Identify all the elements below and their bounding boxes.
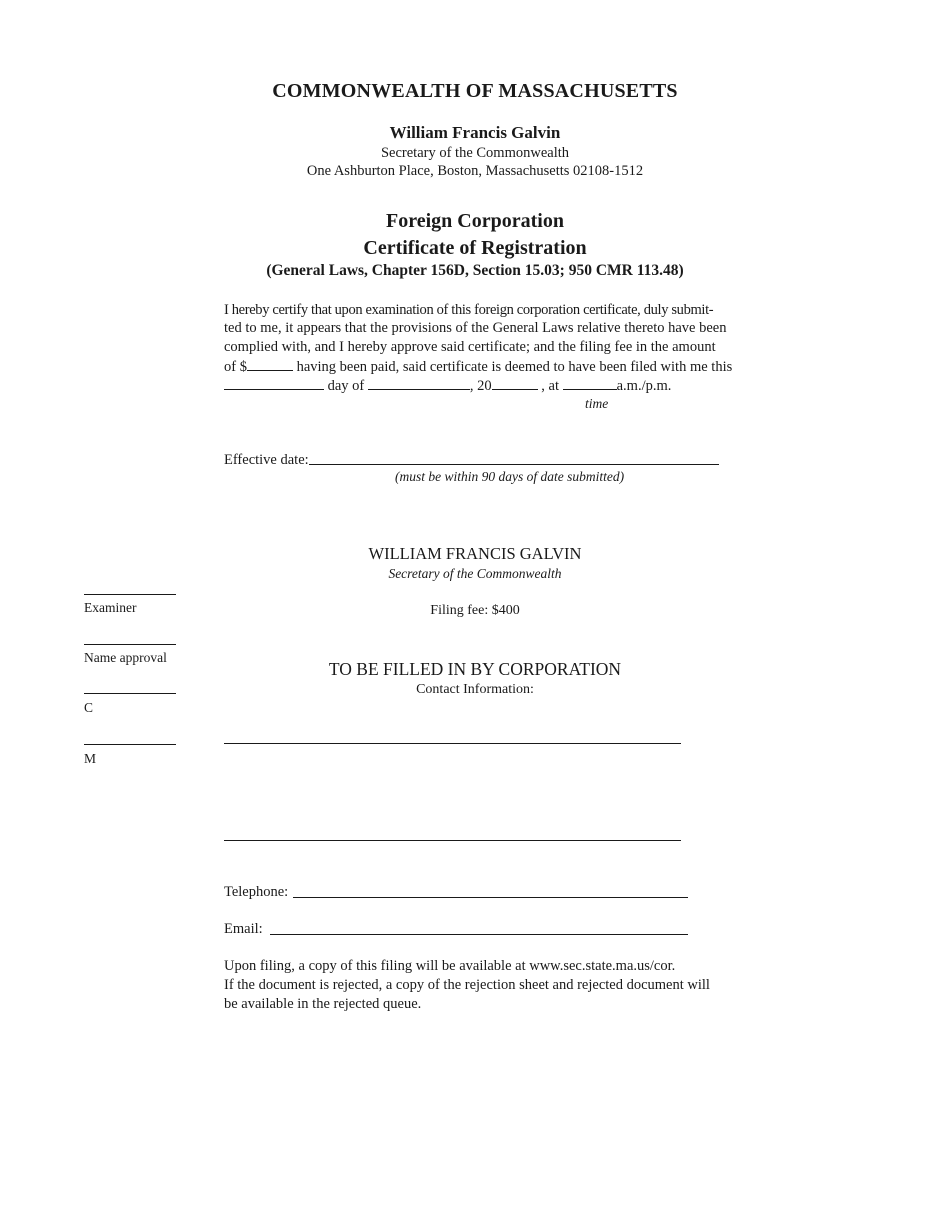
signature-title: Secretary of the Commonwealth [388,566,562,581]
fee-prefix: of $ [224,359,247,375]
name-approval-line[interactable] [84,644,176,645]
day-of-label: day of [327,378,365,394]
footer-line2: If the document is rejected, a copy of the rejection sheet and rejected document will [224,977,710,993]
m-label: M [84,751,97,766]
time-field[interactable] [563,375,617,390]
effective-date-label: Effective date: [224,452,309,468]
cert-line3: complied with, and I hereby approve said certificate; and the filing fee in the amount [224,339,716,355]
name-approval-label: Name approval [84,650,167,665]
cert-line5 [224,375,744,396]
time-caption: time [585,396,609,411]
form-citation: (General Laws, Chapter 156D, Section 15.03; 950 CMR 113.48) [266,262,684,279]
official-title: Secretary of the Commonwealth [380,145,570,161]
effective-date-field[interactable] [309,464,719,465]
email-field[interactable] [270,934,688,935]
form-title-line2: Certificate of Registration [363,237,587,259]
ampm-label: a.m./p.m. [616,378,672,394]
footer-line3: be available in the rejected queue. [224,996,422,1012]
email-label: Email: [224,921,263,937]
month-field[interactable] [368,375,470,390]
effective-date-note: (must be within 90 days of date submitted) [395,469,625,484]
day-field[interactable] [224,375,324,390]
fee-suffix: having been paid, said certificate is deemed to have been filed with me this [296,359,733,375]
cert-line2: ted to me, it appears that the provisions of the General Laws relative thereto have been [224,320,727,336]
signature-name: WILLIAM FRANCIS GALVIN [368,544,582,563]
at-label: , at [541,378,559,394]
contact-info-label: Contact Information: [416,682,534,697]
year-field[interactable] [492,375,538,390]
contact-line-2[interactable] [224,840,681,841]
telephone-field[interactable] [293,897,688,898]
state-heading: COMMONWEALTH OF MASSACHUSETTS [272,80,678,102]
cert-line4 [224,356,744,377]
office-address: One Ashburton Place, Boston, Massachusetts 02108-1512 [306,163,644,179]
fee-amount-field[interactable] [247,356,293,371]
contact-line-1[interactable] [224,743,681,744]
examiner-line[interactable] [84,594,176,595]
form-title-line1: Foreign Corporation [386,210,564,232]
corporation-heading: TO BE FILLED IN BY CORPORATION [328,659,622,679]
m-line[interactable] [84,744,176,745]
examiner-label: Examiner [84,600,137,615]
filing-fee: Filing fee: $400 [430,603,520,618]
c-label: C [84,700,94,715]
telephone-label: Telephone: [224,884,289,900]
official-name: William Francis Galvin [389,123,561,142]
footer-line1: Upon filing, a copy of this filing will be available at www.sec.state.ma.us/cor. [224,958,676,974]
year-prefix: , 20 [469,378,492,394]
cert-line1: I hereby certify that upon examination of this foreign corporation certificate, duly submit- [224,302,714,318]
